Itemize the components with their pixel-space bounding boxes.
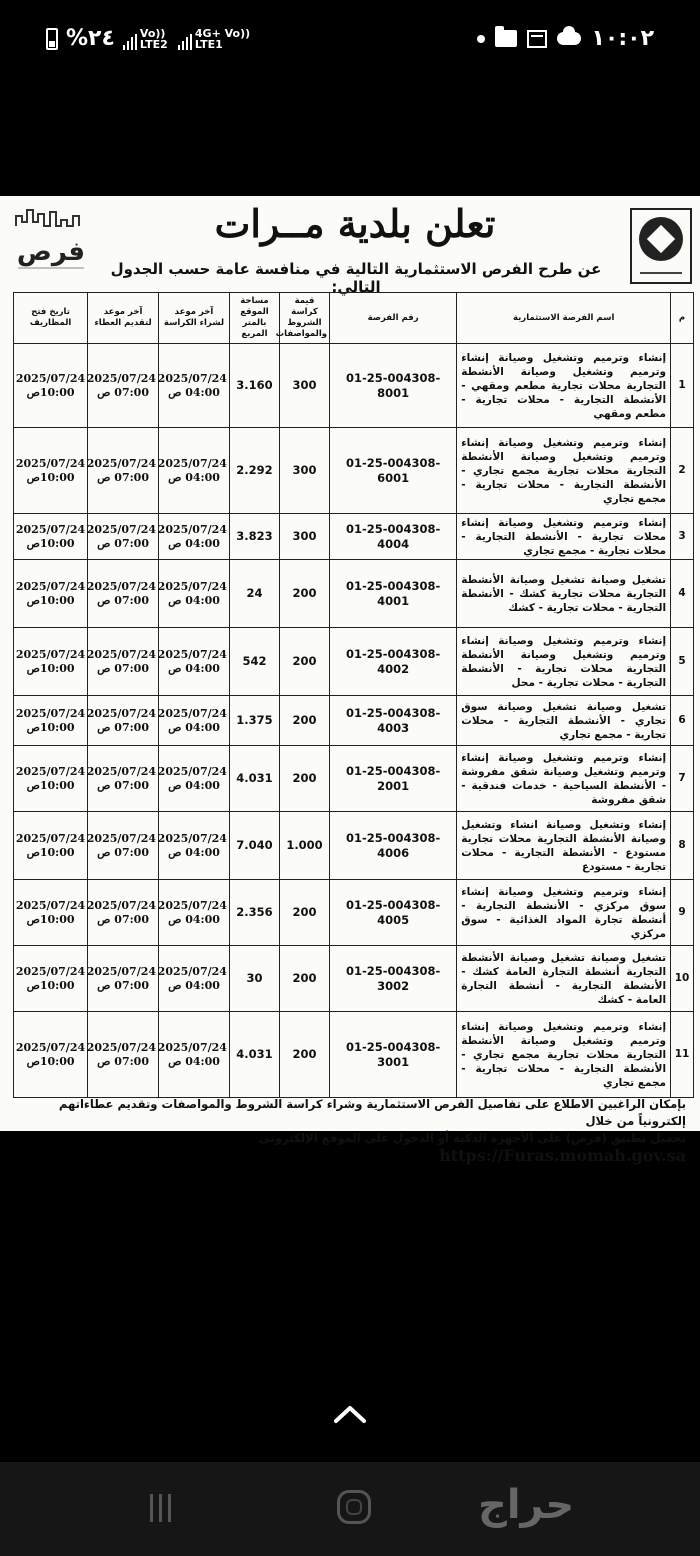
signal-sim1: 4G+ Vo)) LTE1 [178,28,253,50]
page-title: تعلن بلدية مــرات [214,201,496,246]
row-number: 01-25-004308-4003 [330,696,457,746]
table-row [14,696,694,746]
furas-logo-text: فرص [16,237,86,267]
row-number: 01-25-004308-4001 [330,560,457,628]
row-number: 01-25-004308-4004 [330,514,457,560]
row-area: 2.292 [229,428,279,514]
row-name: إنشاء وترميم وتشغيل وصيانة إنشاء محلات تجارية - الأنشطة التجارية - محلات تجارية - مجمع تجاري [457,514,671,560]
row-buy: 2025/07/24 04:00 ص [159,946,230,1012]
row-index: 9 [671,880,694,946]
col-submit: آخر موعد لتقديم العطاء [88,293,159,344]
row-buy: 2025/07/24 04:00 ص [159,696,230,746]
table-row [14,880,694,946]
notification-dot-icon [477,35,485,43]
table-row [14,560,694,628]
skyline-icon [10,202,92,274]
row-area: 4.031 [229,746,279,812]
table-row [14,514,694,560]
row-booklet: 300 [279,514,329,560]
row-number: 01-25-004308-4005 [330,880,457,946]
doc-header [0,196,700,296]
status-right [477,26,654,51]
row-submit: 2025/07/24 07:00 ص [88,428,159,514]
row-number: 01-25-004308-6001 [330,428,457,514]
row-buy: 2025/07/24 04:00 ص [159,344,230,428]
table-header-row [14,293,694,344]
row-name: إنشاء وترميم وتشغيل وصيانة إنشاء وترميم وتشغيل وصيانة الأنشطة التجارية محلات تجارية - الأنشطة التجارية - محلات تجارية - محل [457,628,671,696]
row-area: 4.031 [229,1012,279,1098]
row-index: 3 [671,514,694,560]
row-index: 1 [671,344,694,428]
col-number: رقم الفرصة [330,293,457,344]
row-booklet: 1.000 [279,812,329,880]
signal-bars-icon [123,34,137,50]
row-open: 2025/07/24 10:00ص [14,880,88,946]
logo-caption-line [640,272,682,279]
row-number: 01-25-004308-8001 [330,344,457,428]
status-left [46,26,253,51]
col-open: تاريخ فتح المظاريف [14,293,88,344]
status-bar [0,0,700,80]
row-area: 24 [229,560,279,628]
row-area: 2.356 [229,880,279,946]
row-submit: 2025/07/24 07:00 ص [88,344,159,428]
row-buy: 2025/07/24 04:00 ص [159,628,230,696]
row-booklet: 300 [279,344,329,428]
col-index: م [671,293,694,344]
row-open: 2025/07/24 10:00ص [14,1012,88,1098]
row-area: 30 [229,946,279,1012]
cloud-icon [557,32,581,45]
row-buy: 2025/07/24 04:00 ص [159,428,230,514]
home-button[interactable] [337,1490,371,1524]
row-submit: 2025/07/24 07:00 ص [88,628,159,696]
table-row [14,628,694,696]
row-name: تشغيل وصيانة تشغيل وصيانة الأنشطة التجارية محلات تجارية كشك - الأنشطة التجارية - محلات تجارية - كشك [457,560,671,628]
row-submit: 2025/07/24 07:00 ص [88,514,159,560]
row-submit: 2025/07/24 07:00 ص [88,880,159,946]
row-open: 2025/07/24 10:00ص [14,696,88,746]
battery-percent: %٢٤ [66,26,115,51]
row-area: 7.040 [229,812,279,880]
table-row [14,946,694,1012]
row-number: 01-25-004308-2001 [330,746,457,812]
row-name: تشغيل وصيانة تشغيل وصيانة الأنشطة التجارية أنشطة التجارة العامة كشك - الأنشطة التجارية - أنشطة التجارة العامة - كشك [457,946,671,1012]
row-index: 8 [671,812,694,880]
emblem-icon [639,217,683,261]
row-area: 1.375 [229,696,279,746]
footer-note [14,1096,686,1166]
row-open: 2025/07/24 10:00ص [14,628,88,696]
col-area: مساحة الموقع بالمتر المربع [229,293,279,344]
row-submit: 2025/07/24 07:00 ص [88,696,159,746]
row-buy: 2025/07/24 04:00 ص [159,812,230,880]
row-booklet: 200 [279,628,329,696]
row-buy: 2025/07/24 04:00 ص [159,880,230,946]
clock: ١٠:٠٢ [591,26,654,51]
row-name: إنشاء وترميم وتشغيل وصيانة إنشاء وترميم وتشغيل وصيانة الأنشطة التجارية محلات تجارية مجمع تجاري - الأنشطة التجارية - محلات تجارية - مجمع تجاري [457,1012,671,1098]
row-submit: 2025/07/24 07:00 ص [88,812,159,880]
page-subtitle: عن طرح الفرص الاستثمارية التالية في منافسة عامة حسب الجدول التالي: [110,260,602,296]
row-submit: 2025/07/24 07:00 ص [88,946,159,1012]
row-index: 5 [671,628,694,696]
row-name: إنشاء وترميم وتشغيل وصيانة إنشاء سوق مركزي - الأنشطة التجارية - أنشطة تجارة المواد الغذائية - سوق مركزي [457,880,671,946]
table-row [14,1012,694,1098]
row-booklet: 200 [279,880,329,946]
row-name: إنشاء وترميم وتشغيل وصيانة إنشاء وترميم وتشغيل وصيانة الأنشطة التجارية محلات تجارية مجمع تجاري - الأنشطة التجارية - محلات تجارية - مجمع تجاري [457,428,671,514]
bar-icon [150,1494,153,1522]
row-booklet: 300 [279,428,329,514]
chevron-up-icon[interactable] [333,1404,367,1424]
row-number: 01-25-004308-4002 [330,628,457,696]
row-name: إنشاء وترميم وتشغيل وصيانة إنشاء وترميم وتشغيل وصيانة الأنشطة التجارية محلات تجارية مطعم ومقهي - الأنشطة التجارية - محلات تجارية - مطعم ومقهي [457,344,671,428]
row-open: 2025/07/24 10:00ص [14,812,88,880]
row-booklet: 200 [279,1012,329,1098]
footer-line-2 [14,1130,686,1166]
row-index: 10 [671,946,694,1012]
row-number: 01-25-004308-3001 [330,1012,457,1098]
col-booklet: قيمة كراسة الشروط والمواصفات [279,293,329,344]
row-open: 2025/07/24 10:00ص [14,344,88,428]
signal-bars-icon [178,34,192,50]
row-booklet: 200 [279,696,329,746]
row-booklet: 200 [279,560,329,628]
signal-sim2: Vo)) LTE2 [123,28,170,50]
footer-url: https://Furas.momah.gov.sa [439,1146,686,1165]
row-buy: 2025/07/24 04:00 ص [159,514,230,560]
row-submit: 2025/07/24 07:00 ص [88,1012,159,1098]
row-open: 2025/07/24 10:00ص [14,946,88,1012]
municipality-logo [630,208,692,284]
table-row [14,344,694,428]
row-area: 542 [229,628,279,696]
col-buy: آخر موعد لشراء الكراسة [159,293,230,344]
haraj-watermark: حراج [478,1482,575,1528]
row-area: 3.160 [229,344,279,428]
row-buy: 2025/07/24 04:00 ص [159,746,230,812]
bar-icon [159,1494,162,1522]
table-row [14,812,694,880]
row-submit: 2025/07/24 07:00 ص [88,560,159,628]
row-index: 2 [671,428,694,514]
table-row [14,428,694,514]
row-index: 7 [671,746,694,812]
row-name: تشغيل وصيانة تشغيل وصيانة سوق تجاري - الأنشطة التجارية - محلات تجارية - مجمع تجاري [457,696,671,746]
row-open: 2025/07/24 10:00ص [14,746,88,812]
row-buy: 2025/07/24 04:00 ص [159,560,230,628]
footer-line-1: بإمكان الراغبين الاطلاع على تفاصيل الفرص الاستثمارية وشراء كراسة الشروط والمواصفات وتقديم عطاءاتهم إلكترونياً من خلال [58,1097,686,1128]
furas-logo [10,202,92,274]
battery-icon [46,28,58,50]
footer-line-2-text: تحميل تطبيق (فرص) على الأجهزة الذكية أو الدخول على الموقع الإلكتروني [258,1131,686,1145]
calendar-icon [527,30,547,48]
bar-icon [168,1494,171,1522]
folder-icon [495,30,517,47]
navigation-bar [0,1462,700,1556]
row-index: 11 [671,1012,694,1098]
table-row [14,746,694,812]
row-buy: 2025/07/24 04:00 ص [159,1012,230,1098]
row-name: إنشاء وتشغيل وصيانة انشاء وتشغيل وصيانة الأنشطة التجارية محلات تجارية مستودع - الأنشطة التجارية - محلات تجارية - مستودع [457,812,671,880]
row-name: إنشاء وترميم وتشغيل وصيانة إنشاء وترميم وتشغيل وصيانة شقق مفروشة - الأنشطة السياحية - خدمات فندقية - شقق مفروشة [457,746,671,812]
opportunities-table [13,292,694,1098]
row-index: 6 [671,696,694,746]
row-number: 01-25-004308-4006 [330,812,457,880]
row-open: 2025/07/24 10:00ص [14,560,88,628]
row-booklet: 200 [279,746,329,812]
row-open: 2025/07/24 10:00ص [14,514,88,560]
col-name: اسم الفرصة الاستثمارية [457,293,671,344]
row-booklet: 200 [279,946,329,1012]
announcement-image[interactable] [0,196,700,1165]
row-index: 4 [671,560,694,628]
recent-apps-button[interactable] [143,1494,177,1522]
row-number: 01-25-004308-3002 [330,946,457,1012]
row-area: 3.823 [229,514,279,560]
row-open: 2025/07/24 10:00ص [14,428,88,514]
row-submit: 2025/07/24 07:00 ص [88,746,159,812]
